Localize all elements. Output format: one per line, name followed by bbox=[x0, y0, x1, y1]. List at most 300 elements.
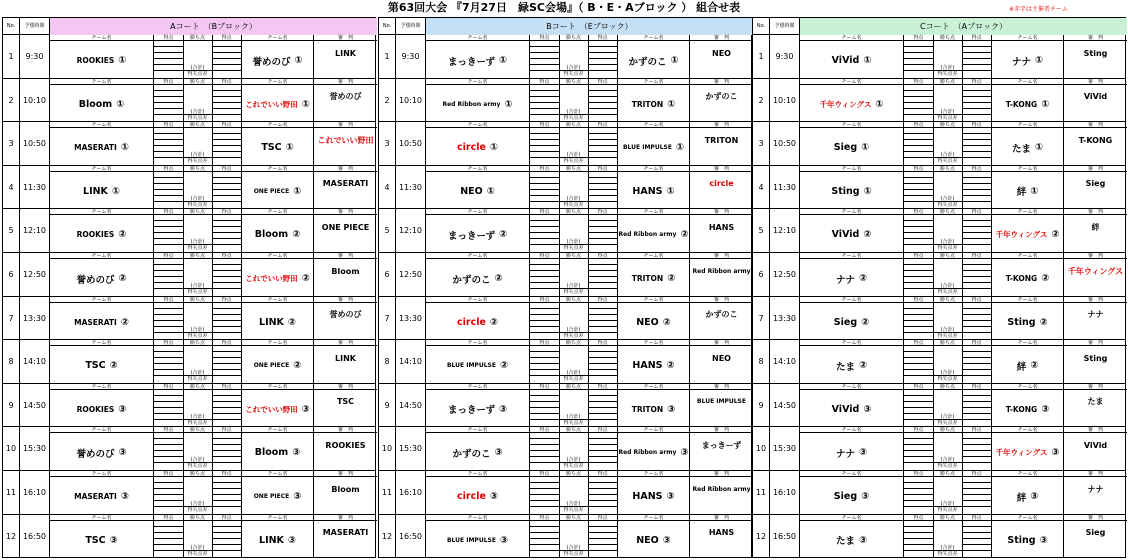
match-time: 10:50 bbox=[395, 122, 425, 165]
points-label: 勝ち点 bbox=[565, 383, 581, 390]
match-row bbox=[753, 166, 1125, 210]
match-row bbox=[379, 209, 751, 253]
home-team-cell bbox=[49, 35, 153, 78]
points-label: 勝ち点 bbox=[189, 471, 205, 477]
score-label: 得点 bbox=[539, 383, 550, 390]
away-team-name: ナナ bbox=[1011, 56, 1031, 68]
away-team-name: Red Ribbon army bbox=[618, 449, 677, 457]
home-team-cell bbox=[49, 122, 153, 165]
away-team bbox=[242, 392, 313, 427]
score-cell bbox=[903, 35, 991, 78]
score-label: 得点 bbox=[539, 514, 550, 521]
home-team-index: ① bbox=[863, 55, 872, 66]
match-row bbox=[753, 340, 1125, 384]
home-team bbox=[426, 43, 529, 78]
referee-team: ナナ bbox=[1087, 310, 1104, 320]
diff-row bbox=[530, 551, 617, 557]
team-label: チーム名 bbox=[50, 166, 153, 172]
score-cell bbox=[903, 79, 991, 122]
referee-team: ViVid bbox=[1083, 440, 1108, 450]
score-grid bbox=[904, 471, 991, 514]
home-team-name: 誉めのび bbox=[76, 448, 115, 460]
away-team-cell bbox=[241, 427, 313, 470]
team-label: チーム名 bbox=[992, 166, 1063, 172]
referee-cell bbox=[689, 253, 753, 296]
points-label: 勝ち点 bbox=[565, 340, 581, 347]
away-team bbox=[992, 523, 1063, 558]
home-team-name: Sting bbox=[831, 185, 860, 197]
match-number: 6 bbox=[758, 270, 764, 279]
home-team-index: ② bbox=[499, 360, 508, 372]
header-time: 予想時間 bbox=[395, 18, 425, 35]
match-row bbox=[753, 384, 1125, 428]
score-grid bbox=[904, 297, 991, 340]
referee-team: Bloom bbox=[331, 266, 360, 276]
home-team-index: ② bbox=[489, 316, 498, 328]
diff-row bbox=[154, 202, 241, 208]
score-label: 得点 bbox=[221, 340, 232, 347]
away-team bbox=[992, 130, 1063, 165]
home-team bbox=[426, 435, 529, 470]
home-team bbox=[426, 392, 529, 427]
referee-team: circle bbox=[709, 179, 734, 189]
referee-cell bbox=[1063, 384, 1127, 427]
team-label: チーム名 bbox=[242, 384, 313, 390]
score-cell bbox=[529, 209, 617, 252]
home-team-name: NEO bbox=[460, 185, 483, 197]
home-team-index: ② bbox=[858, 273, 868, 284]
points-label: 勝ち点 bbox=[189, 340, 205, 347]
diff-label: 得失点差 bbox=[563, 419, 584, 426]
match-time: 12:10 bbox=[769, 209, 799, 252]
diff-label: 得失点差 bbox=[937, 550, 958, 557]
score-cell bbox=[153, 122, 241, 165]
away-team-cell bbox=[991, 427, 1063, 470]
score-label: 得点 bbox=[971, 165, 982, 172]
total-label: (合計) bbox=[190, 326, 205, 333]
diff-label: 得失点差 bbox=[187, 201, 208, 208]
match-number: 4 bbox=[758, 182, 764, 192]
home-team-index: ① bbox=[498, 55, 508, 66]
home-team-name: MASERATI bbox=[74, 143, 117, 153]
home-team bbox=[50, 87, 153, 122]
away-team bbox=[618, 523, 689, 558]
away-team-cell bbox=[991, 79, 1063, 122]
match-number: 8 bbox=[8, 357, 14, 367]
team-label: チーム名 bbox=[50, 209, 153, 215]
score-label: 得点 bbox=[221, 35, 232, 41]
referee-team: 誉めのび bbox=[329, 92, 362, 102]
referee-team: T-KONG bbox=[1078, 135, 1113, 145]
match-number: 10 bbox=[381, 444, 393, 454]
referee-cell bbox=[689, 427, 753, 470]
away-team-index: ② bbox=[301, 273, 310, 284]
score-label: 得点 bbox=[221, 427, 232, 434]
score-label: 得点 bbox=[221, 383, 232, 390]
match-number: 12 bbox=[5, 531, 17, 541]
away-team-name: T-KONG bbox=[1005, 404, 1038, 414]
match-number: 4 bbox=[8, 182, 14, 192]
away-team-cell bbox=[991, 471, 1063, 514]
away-team-cell bbox=[241, 253, 313, 296]
team-label: チーム名 bbox=[618, 166, 689, 172]
diff-label: 得失点差 bbox=[937, 332, 958, 339]
organizer-note: ※赤字は主催者チーム bbox=[1008, 6, 1068, 13]
match-row bbox=[379, 166, 751, 210]
score-label: 得点 bbox=[539, 122, 550, 129]
match-number: 3 bbox=[8, 139, 14, 149]
match-time: 14:50 bbox=[769, 384, 799, 427]
home-team bbox=[800, 130, 903, 165]
score-label: 得点 bbox=[163, 35, 174, 41]
home-team-name: まっきーず bbox=[447, 405, 495, 417]
match-time: 10:10 bbox=[769, 79, 799, 122]
away-team-name: 千年ウィングス bbox=[995, 230, 1048, 240]
referee-label: 審 判 bbox=[1064, 35, 1127, 41]
points-label: 勝ち点 bbox=[939, 35, 955, 41]
total-label: (合計) bbox=[190, 195, 205, 202]
home-team-name: ROOKIES bbox=[76, 56, 115, 65]
home-team-index: ① bbox=[486, 185, 495, 197]
away-team-name: ONE PIECE bbox=[253, 362, 290, 370]
home-team-index: ② bbox=[118, 229, 127, 241]
points-label: 勝ち点 bbox=[565, 514, 581, 521]
referee-label: 審 判 bbox=[314, 340, 377, 346]
score-label: 得点 bbox=[539, 471, 550, 477]
team-label: チーム名 bbox=[992, 35, 1063, 41]
referee-team: MASERATI bbox=[322, 528, 369, 538]
score-label: 得点 bbox=[163, 427, 174, 434]
diff-label: 得失点差 bbox=[187, 114, 208, 121]
away-team bbox=[618, 43, 689, 78]
diff-row bbox=[530, 420, 617, 426]
match-row bbox=[379, 79, 751, 123]
header-no: No. bbox=[6, 23, 16, 29]
diff-label: 得失点差 bbox=[937, 114, 958, 121]
home-team-name: 誉めのび bbox=[76, 274, 115, 286]
total-label: (合計) bbox=[190, 501, 205, 507]
score-cell bbox=[529, 297, 617, 340]
total-label: (合計) bbox=[190, 239, 205, 246]
referee-label: 審 判 bbox=[314, 427, 377, 433]
away-team-index: ② bbox=[1039, 316, 1048, 328]
header-time: 予想時間 bbox=[19, 18, 49, 35]
away-team-name: これでいい野田 bbox=[245, 99, 298, 109]
match-time: 10:50 bbox=[19, 122, 49, 165]
match-number: 12 bbox=[381, 531, 393, 541]
home-team-name: TSC bbox=[85, 534, 106, 546]
away-team-name: 絆 bbox=[1016, 187, 1027, 199]
total-label: (合計) bbox=[190, 370, 205, 377]
score-cell bbox=[153, 79, 241, 122]
referee-cell bbox=[689, 166, 753, 209]
home-team-index: ② bbox=[858, 360, 868, 372]
away-team-index: ③ bbox=[1030, 491, 1039, 502]
match-row bbox=[379, 515, 751, 559]
match-time: 14:50 bbox=[19, 384, 49, 427]
home-team bbox=[426, 348, 529, 383]
match-time: 10:10 bbox=[19, 79, 49, 122]
home-team-name: たま bbox=[835, 536, 855, 548]
diff-row bbox=[530, 115, 617, 121]
score-label: 得点 bbox=[971, 78, 982, 85]
referee-label: 審 判 bbox=[690, 515, 753, 521]
team-label: チーム名 bbox=[800, 35, 903, 41]
score-label: 得点 bbox=[221, 165, 232, 172]
team-label: チーム名 bbox=[426, 79, 529, 85]
diff-label: 得失点差 bbox=[937, 463, 958, 470]
away-team bbox=[242, 217, 313, 252]
team-label: チーム名 bbox=[800, 427, 903, 433]
match-row bbox=[379, 471, 751, 515]
referee-label: 審 判 bbox=[690, 35, 753, 41]
away-team bbox=[992, 261, 1063, 296]
diff-row bbox=[904, 420, 991, 426]
away-team-index: ② bbox=[667, 273, 676, 284]
score-grid bbox=[904, 253, 991, 296]
score-label: 得点 bbox=[163, 122, 174, 129]
diff-label: 得失点差 bbox=[563, 289, 584, 295]
match-row bbox=[379, 253, 751, 297]
away-team-index: ② bbox=[662, 316, 671, 328]
away-team-cell bbox=[617, 122, 689, 165]
team-label: チーム名 bbox=[618, 471, 689, 477]
total-label: (合計) bbox=[190, 413, 205, 420]
away-team bbox=[992, 217, 1063, 252]
away-team-index: ② bbox=[287, 316, 296, 328]
score-grid bbox=[904, 166, 991, 209]
score-cell bbox=[153, 471, 241, 514]
home-team-name: Sieg bbox=[833, 491, 858, 502]
away-team-cell bbox=[617, 340, 689, 383]
home-team-cell bbox=[799, 471, 903, 514]
match-time: 12:10 bbox=[395, 209, 425, 252]
team-label: チーム名 bbox=[242, 166, 313, 172]
diff-label: 得失点差 bbox=[187, 550, 208, 557]
away-team-index: ① bbox=[667, 98, 676, 110]
team-label: チーム名 bbox=[426, 340, 529, 346]
team-label: チーム名 bbox=[242, 297, 313, 303]
home-team-cell bbox=[799, 515, 903, 558]
away-team-index: ③ bbox=[301, 403, 310, 415]
match-time: 12:50 bbox=[395, 253, 425, 296]
away-team bbox=[618, 261, 689, 296]
score-label: 得点 bbox=[221, 514, 232, 521]
score-cell bbox=[529, 253, 617, 296]
home-team-index: ③ bbox=[858, 447, 868, 459]
home-team bbox=[50, 217, 153, 252]
home-team-cell bbox=[425, 122, 529, 165]
home-team-cell bbox=[425, 209, 529, 252]
match-row bbox=[3, 122, 375, 166]
away-team-name: LINK bbox=[259, 316, 284, 328]
score-label: 得点 bbox=[163, 253, 174, 259]
score-label: 得点 bbox=[597, 209, 608, 216]
home-team-index: ③ bbox=[109, 534, 118, 546]
match-number: 7 bbox=[8, 313, 14, 323]
away-team bbox=[618, 479, 689, 514]
match-number: 1 bbox=[384, 52, 390, 61]
referee-team: 千年ウィングス bbox=[1067, 266, 1124, 276]
home-team-name: LINK bbox=[83, 185, 108, 197]
home-team-name: circle bbox=[457, 142, 486, 154]
team-label: チーム名 bbox=[618, 253, 689, 259]
team-label: チーム名 bbox=[50, 297, 153, 303]
away-team-name: Bloom bbox=[254, 447, 289, 459]
away-team-index: ① bbox=[666, 185, 675, 197]
home-team-cell bbox=[425, 35, 529, 78]
match-row bbox=[3, 340, 375, 384]
home-team bbox=[800, 87, 903, 122]
diff-row bbox=[530, 71, 617, 77]
home-team bbox=[50, 130, 153, 165]
score-label: 得点 bbox=[539, 165, 550, 172]
score-cell bbox=[903, 166, 991, 209]
home-team-cell bbox=[799, 340, 903, 383]
away-team-index: ③ bbox=[292, 447, 301, 459]
match-number: 7 bbox=[758, 313, 764, 323]
home-team bbox=[50, 43, 153, 78]
home-team-cell bbox=[49, 209, 153, 252]
score-cell bbox=[529, 515, 617, 558]
score-label: 得点 bbox=[913, 165, 924, 172]
score-label: 得点 bbox=[221, 296, 232, 303]
away-team-name: ONE PIECE bbox=[253, 493, 290, 500]
points-label: 勝ち点 bbox=[189, 514, 205, 521]
away-team-name: 千年ウィングス bbox=[995, 448, 1048, 458]
away-team-name: 誉めのび bbox=[252, 56, 291, 68]
score-label: 得点 bbox=[913, 514, 924, 521]
referee-cell bbox=[313, 384, 377, 427]
total-label: (合計) bbox=[190, 283, 205, 289]
score-label: 得点 bbox=[539, 78, 550, 85]
court-name: Aコート （Bブロック） bbox=[49, 18, 377, 35]
points-label: 勝ち点 bbox=[565, 122, 581, 129]
team-label: チーム名 bbox=[800, 297, 903, 303]
match-number: 5 bbox=[384, 226, 390, 236]
home-team-index: ③ bbox=[118, 403, 127, 415]
score-label: 得点 bbox=[913, 35, 924, 41]
court-name: Cコート （Aブロック） bbox=[799, 18, 1127, 35]
away-team bbox=[242, 43, 313, 78]
home-team-index: ② bbox=[494, 273, 503, 284]
team-label: チーム名 bbox=[50, 427, 153, 433]
home-team-index: ① bbox=[489, 142, 498, 154]
away-team-cell bbox=[991, 35, 1063, 78]
score-label: 得点 bbox=[221, 78, 232, 85]
points-label: 勝ち点 bbox=[939, 296, 955, 303]
score-label: 得点 bbox=[971, 471, 982, 477]
score-label: 得点 bbox=[971, 209, 982, 216]
match-row bbox=[379, 122, 751, 166]
total-label: (合計) bbox=[566, 65, 581, 71]
match-number: 3 bbox=[384, 139, 390, 149]
away-team-index: ② bbox=[680, 229, 689, 241]
team-label: チーム名 bbox=[618, 340, 689, 346]
away-team-index: ① bbox=[670, 55, 679, 66]
diff-label: 得失点差 bbox=[187, 463, 208, 470]
total-label: (合計) bbox=[940, 370, 955, 377]
away-team-index: ① bbox=[301, 98, 310, 110]
team-label: チーム名 bbox=[242, 471, 313, 477]
total-label: (合計) bbox=[190, 108, 205, 115]
diff-label: 得失点差 bbox=[187, 419, 208, 426]
score-grid bbox=[154, 79, 241, 122]
away-team-name: TRITON bbox=[631, 99, 664, 109]
referee-label: 審 判 bbox=[690, 166, 753, 172]
score-label: 得点 bbox=[597, 471, 608, 477]
score-label: 得点 bbox=[539, 209, 550, 216]
home-team-cell bbox=[799, 253, 903, 296]
team-label: チーム名 bbox=[426, 427, 529, 433]
diff-row bbox=[904, 507, 991, 513]
referee-team: これでいい野田 bbox=[317, 135, 374, 145]
match-number: 10 bbox=[755, 444, 767, 454]
score-label: 得点 bbox=[221, 253, 232, 259]
away-team-cell bbox=[991, 515, 1063, 558]
home-team-cell bbox=[425, 253, 529, 296]
points-label: 勝ち点 bbox=[939, 165, 955, 172]
referee-label: 審 判 bbox=[1064, 515, 1127, 521]
match-row bbox=[3, 253, 375, 297]
match-number: 12 bbox=[755, 531, 767, 541]
referee-label: 審 判 bbox=[690, 79, 753, 85]
score-label: 得点 bbox=[913, 78, 924, 85]
away-team-name: NEO bbox=[636, 316, 659, 328]
score-cell bbox=[529, 35, 617, 78]
team-label: チーム名 bbox=[618, 35, 689, 41]
match-row bbox=[753, 253, 1125, 297]
team-label: チーム名 bbox=[800, 79, 903, 85]
home-team-index: ② bbox=[861, 316, 870, 328]
diff-row bbox=[154, 376, 241, 382]
diff-row bbox=[530, 158, 617, 164]
points-label: 勝ち点 bbox=[189, 427, 205, 434]
match-time: 9:30 bbox=[395, 35, 425, 78]
home-team-index: ③ bbox=[858, 534, 868, 546]
score-cell bbox=[903, 297, 991, 340]
score-label: 得点 bbox=[913, 427, 924, 434]
referee-team: TRITON bbox=[704, 135, 739, 145]
referee-team: ROOKIES bbox=[325, 440, 366, 450]
diff-label: 得失点差 bbox=[187, 507, 208, 513]
home-team-cell bbox=[425, 79, 529, 122]
away-team-name: T-KONG bbox=[1005, 274, 1038, 283]
referee-label: 審 判 bbox=[1064, 340, 1127, 346]
match-time: 14:10 bbox=[769, 340, 799, 383]
away-team bbox=[992, 174, 1063, 209]
home-team-name: ROOKIES bbox=[76, 404, 115, 414]
score-label: 得点 bbox=[539, 253, 550, 259]
match-row bbox=[3, 471, 375, 515]
away-team-index: ③ bbox=[667, 403, 676, 415]
score-cell bbox=[153, 166, 241, 209]
score-cell bbox=[153, 253, 241, 296]
diff-row bbox=[904, 551, 991, 557]
team-label: チーム名 bbox=[426, 384, 529, 390]
match-time: 16:50 bbox=[19, 515, 49, 558]
away-team bbox=[992, 392, 1063, 427]
score-grid bbox=[530, 340, 617, 383]
score-cell bbox=[903, 209, 991, 252]
away-team-index: ② bbox=[1051, 229, 1060, 241]
total-label: (合計) bbox=[190, 457, 205, 464]
home-team-index: ③ bbox=[861, 491, 870, 502]
points-label: 勝ち点 bbox=[565, 296, 581, 303]
total-label: (合計) bbox=[190, 65, 205, 71]
score-grid bbox=[904, 427, 991, 470]
away-team-cell bbox=[991, 209, 1063, 252]
